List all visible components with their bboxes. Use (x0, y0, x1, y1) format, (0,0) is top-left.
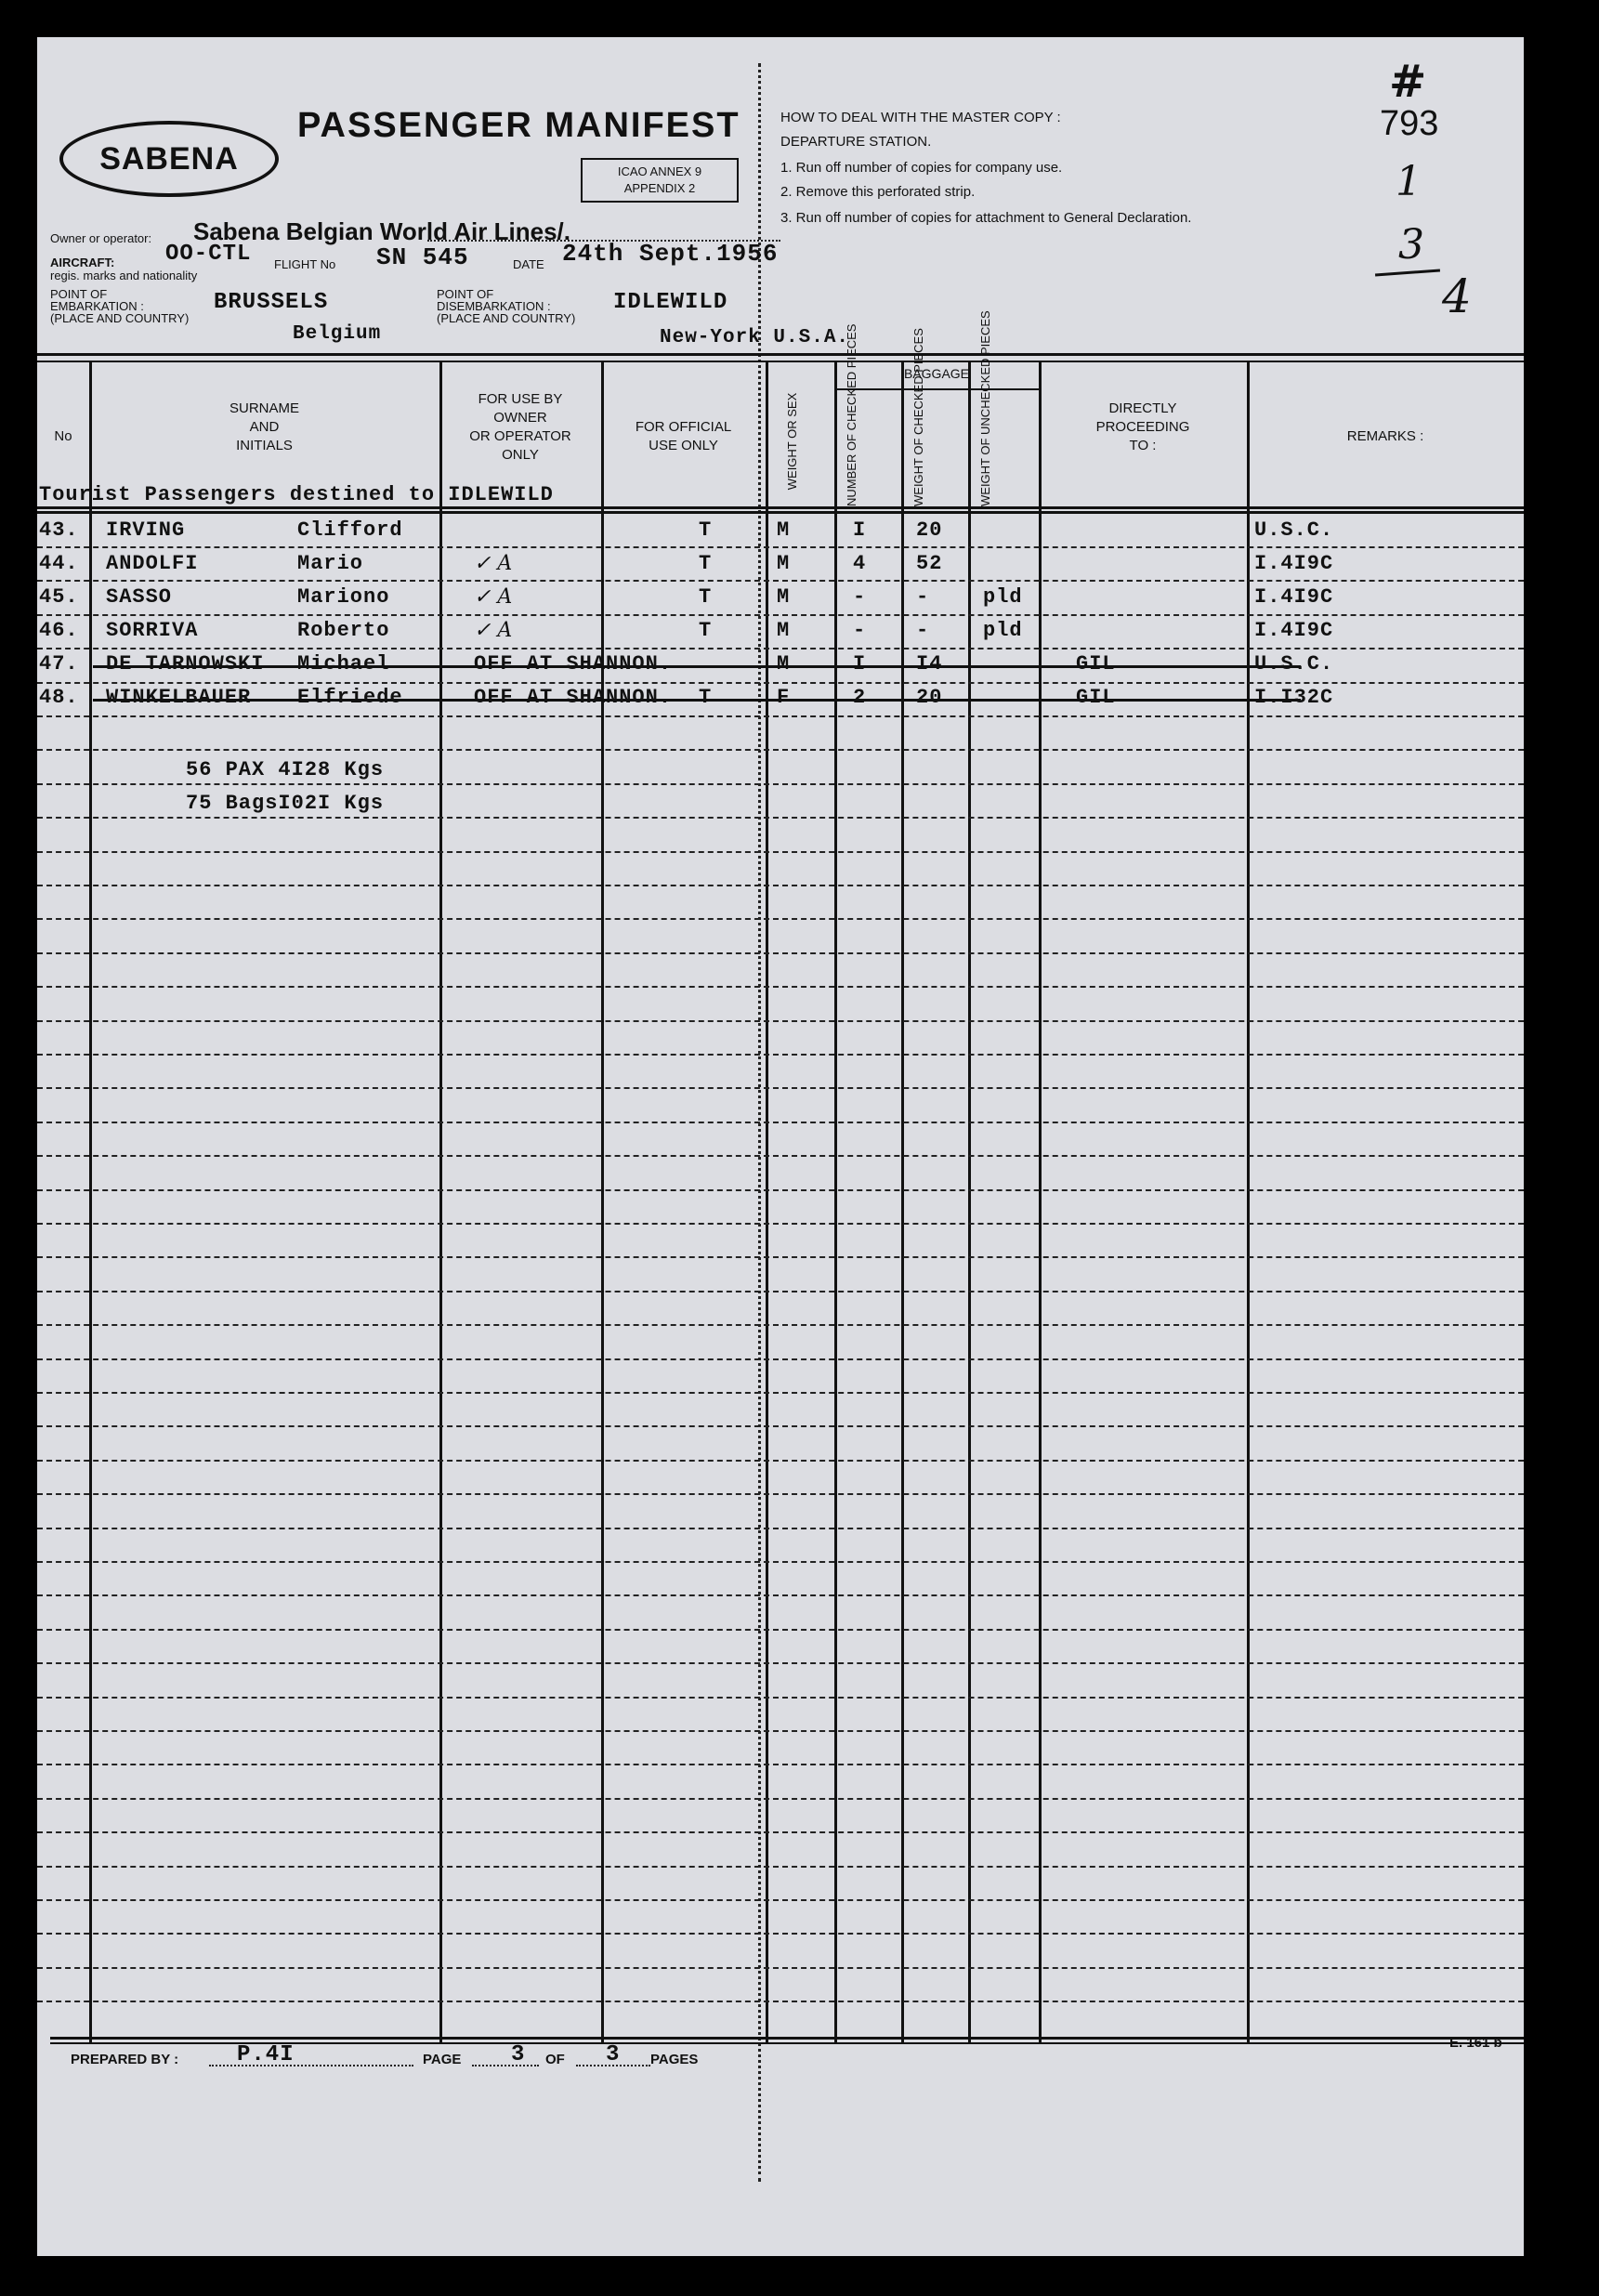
form-code: E. 161 b (1449, 2035, 1502, 2051)
rule-line (37, 614, 1524, 616)
disembarkation-label: POINT OF DISEMBARKATION : (PLACE AND COUNTRY) (437, 287, 576, 325)
rule-line (37, 1798, 1524, 1800)
passenger-sex: M (777, 518, 791, 542)
aircraft-value: OO-CTL (165, 242, 252, 267)
checked-pieces-weight: - (916, 619, 930, 642)
page-number: 3 (511, 2042, 526, 2067)
official-use-mark: T (699, 619, 713, 642)
rule-line (37, 1866, 1524, 1868)
disembarkation-country: New-York U.S.A. (660, 327, 850, 348)
rule-line (37, 580, 1524, 582)
official-use-mark: T (699, 686, 713, 709)
column-header-directly-proceeding: DIRECTLY PROCEEDING TO : (1095, 400, 1190, 453)
total-passengers: 56 PAX 4I28 Kgs (186, 758, 385, 781)
owner-use-mark: OFF AT SHANNON. (474, 652, 673, 676)
passenger-sex: M (777, 619, 791, 642)
passenger-number: 48. (39, 686, 79, 709)
total-pages: 3 (606, 2042, 621, 2067)
rule-line (37, 1122, 1524, 1123)
rule-line (37, 1594, 1524, 1596)
unchecked-pieces-weight: pld (983, 619, 1023, 642)
column-header-baggage: BAGGAGE (903, 366, 970, 381)
checked-pieces-number: 4 (853, 552, 867, 575)
passenger-sex: M (777, 552, 791, 575)
directly-proceeding: GIL (1076, 652, 1116, 676)
flight-value: SN 545 (376, 243, 469, 271)
rule-line (37, 918, 1524, 920)
rule-line (37, 1561, 1524, 1563)
owner-use-mark: ✓ A (474, 619, 513, 642)
rule-line (37, 1629, 1524, 1631)
handwritten-number: 793 (1380, 104, 1439, 143)
passenger-number: 47. (39, 652, 79, 676)
column-header-owner-use: FOR USE BY OWNER OR OPERATOR ONLY (469, 391, 571, 463)
passenger-remarks: U.S.C. (1254, 518, 1334, 542)
instructions-heading: HOW TO DEAL WITH THE MASTER COPY : (780, 110, 1061, 125)
rule-line (37, 885, 1524, 886)
checked-pieces-weight: 52 (916, 552, 943, 575)
passenger-surname: IRVING (106, 518, 186, 542)
passenger-given-name: Roberto (297, 619, 390, 642)
passenger-given-name: Mario (297, 552, 364, 575)
official-use-mark: T (699, 552, 713, 575)
passenger-number: 43. (39, 518, 79, 542)
passenger-remarks: I.4I9C (1254, 619, 1334, 642)
prepared-by-value: P.4I (237, 2042, 295, 2067)
rule-line (37, 1697, 1524, 1699)
rule-line (37, 2001, 1524, 2002)
rule-line (37, 715, 1524, 717)
owner-use-mark: OFF AT SHANNON. (474, 686, 673, 709)
rule-line (37, 1087, 1524, 1089)
owner-use-mark: ✓ A (474, 552, 513, 575)
prepared-by-label: PREPARED BY : (71, 2052, 179, 2067)
column-header-checked-number: NUMBER OF CHECKED PIECES (845, 323, 858, 506)
passenger-surname: ANDOLFI (106, 552, 199, 575)
sabena-logo: SABENA (59, 121, 279, 197)
instruction-item: 3. Run off number of copies for attachment to General Declaration. (780, 210, 1192, 226)
embarkation-label: POINT OF EMBARKATION : (PLACE AND COUNTRY) (50, 287, 190, 325)
section-title: Tourist Passengers destined to IDLEWILD (39, 483, 554, 506)
passenger-sex: F (777, 686, 791, 709)
handwritten-hash: # (1389, 56, 1427, 108)
embarkation-value: BRUSSELS (214, 290, 329, 315)
total-baggage: 75 BagsI02I Kgs (186, 792, 385, 815)
instruction-item: 1. Run off number of copies for company use. (780, 160, 1063, 176)
rule-line (37, 682, 1524, 684)
rule-line (37, 1324, 1524, 1326)
checked-pieces-weight: 20 (916, 518, 943, 542)
passenger-given-name: Elfriede (297, 686, 403, 709)
passenger-remarks: U.S.C. (1254, 652, 1334, 676)
checked-pieces-weight: 20 (916, 686, 943, 709)
rule-line (37, 1899, 1524, 1901)
owner-value: Sabena Belgian World Air Lines/. (193, 217, 570, 245)
checked-pieces-number: - (853, 585, 867, 609)
official-use-mark: T (699, 518, 713, 542)
passenger-surname: SASSO (106, 585, 173, 609)
passenger-remarks: I.I32C (1254, 686, 1334, 709)
passenger-given-name: Michael (297, 652, 390, 676)
rule-line (37, 986, 1524, 988)
rule-line (37, 817, 1524, 819)
rule-line (37, 749, 1524, 751)
official-use-mark: T (699, 585, 713, 609)
passenger-surname: WINKELBAUER (106, 686, 252, 709)
rule-line (37, 1425, 1524, 1427)
rule-line (37, 1189, 1524, 1191)
rule-line (37, 1020, 1524, 1022)
rule-line (37, 1967, 1524, 1969)
checked-pieces-number: - (853, 619, 867, 642)
checked-pieces-number: I (853, 652, 867, 676)
date-value: 24th Sept.1956 (562, 240, 779, 268)
handwritten-mark-2: 3 (1398, 221, 1424, 269)
page-label: PAGE (423, 2052, 462, 2067)
pages-label: PAGES (650, 2052, 699, 2067)
rule-line (37, 1291, 1524, 1292)
embarkation-country: Belgium (293, 323, 382, 345)
column-header-unchecked-weight: WEIGHT OF UNCHECKED PIECES (978, 310, 992, 506)
passenger-surname: SORRIVA (106, 619, 199, 642)
column-header-weight-sex: WEIGHT OR SEX (785, 392, 799, 491)
column-header-no: No (54, 428, 72, 444)
instructions-sub: DEPARTURE STATION. (780, 134, 932, 150)
page-title: PASSENGER MANIFEST (297, 106, 741, 145)
handwritten-mark-1: 1 (1396, 158, 1422, 205)
icao-reference-box: ICAO ANNEX 9 APPENDIX 2 (581, 158, 739, 203)
passenger-number: 45. (39, 585, 79, 609)
rule-line (37, 546, 1524, 548)
rule-line (37, 1054, 1524, 1056)
rule-line (37, 648, 1524, 649)
rule-line (37, 1933, 1524, 1935)
disembarkation-value: IDLEWILD (613, 290, 728, 315)
passenger-given-name: Clifford (297, 518, 403, 542)
rule-line (37, 851, 1524, 853)
rule-line (37, 952, 1524, 954)
owner-label: Owner or operator: (50, 231, 152, 245)
owner-use-mark: ✓ A (474, 585, 513, 609)
passenger-sex: M (777, 652, 791, 676)
of-label: OF (545, 2052, 565, 2067)
rule-line (37, 1528, 1524, 1529)
instruction-item: 2. Remove this perforated strip. (780, 184, 976, 200)
passenger-number: 44. (39, 552, 79, 575)
directly-proceeding: GIL (1076, 686, 1116, 709)
checked-pieces-weight: I4 (916, 652, 943, 676)
passenger-remarks: I.4I9C (1254, 552, 1334, 575)
checked-pieces-weight: - (916, 585, 930, 609)
rule-line (37, 1155, 1524, 1157)
rule-line (37, 1493, 1524, 1495)
passenger-surname: DE TARNOWSKI (106, 652, 265, 676)
date-label: DATE (513, 257, 544, 271)
unchecked-pieces-weight: pld (983, 585, 1023, 609)
passenger-sex: M (777, 585, 791, 609)
rule-line (37, 1662, 1524, 1664)
column-header-official-use: FOR OFFICIAL USE ONLY (635, 419, 732, 453)
rule-line (37, 1256, 1524, 1258)
flight-label: FLIGHT No (274, 257, 336, 271)
strike-through-line (93, 665, 1301, 668)
column-header-surname: SURNAME AND INITIALS (229, 400, 299, 453)
rule-line (37, 783, 1524, 785)
rule-line (37, 1358, 1524, 1360)
passenger-number: 46. (39, 619, 79, 642)
passenger-given-name: Mariono (297, 585, 390, 609)
rule-line (37, 1223, 1524, 1225)
column-header-checked-weight: WEIGHT OF CHECKED PIECES (911, 328, 925, 506)
rule-line (37, 1392, 1524, 1394)
handwritten-mark-3: 4 (1442, 269, 1472, 323)
checked-pieces-number: I (853, 518, 867, 542)
column-header-remarks: REMARKS : (1346, 428, 1424, 444)
rule-line (37, 1730, 1524, 1732)
checked-pieces-number: 2 (853, 686, 867, 709)
strike-through-line (93, 699, 1301, 702)
rule-line (37, 1460, 1524, 1462)
manifest-page (37, 37, 1524, 2256)
rule-line (37, 1831, 1524, 1833)
passenger-remarks: I.4I9C (1254, 585, 1334, 609)
aircraft-label: AIRCRAFT: (50, 256, 115, 269)
aircraft-sublabel: regis. marks and nationality (50, 269, 198, 282)
rule-line (37, 1764, 1524, 1765)
